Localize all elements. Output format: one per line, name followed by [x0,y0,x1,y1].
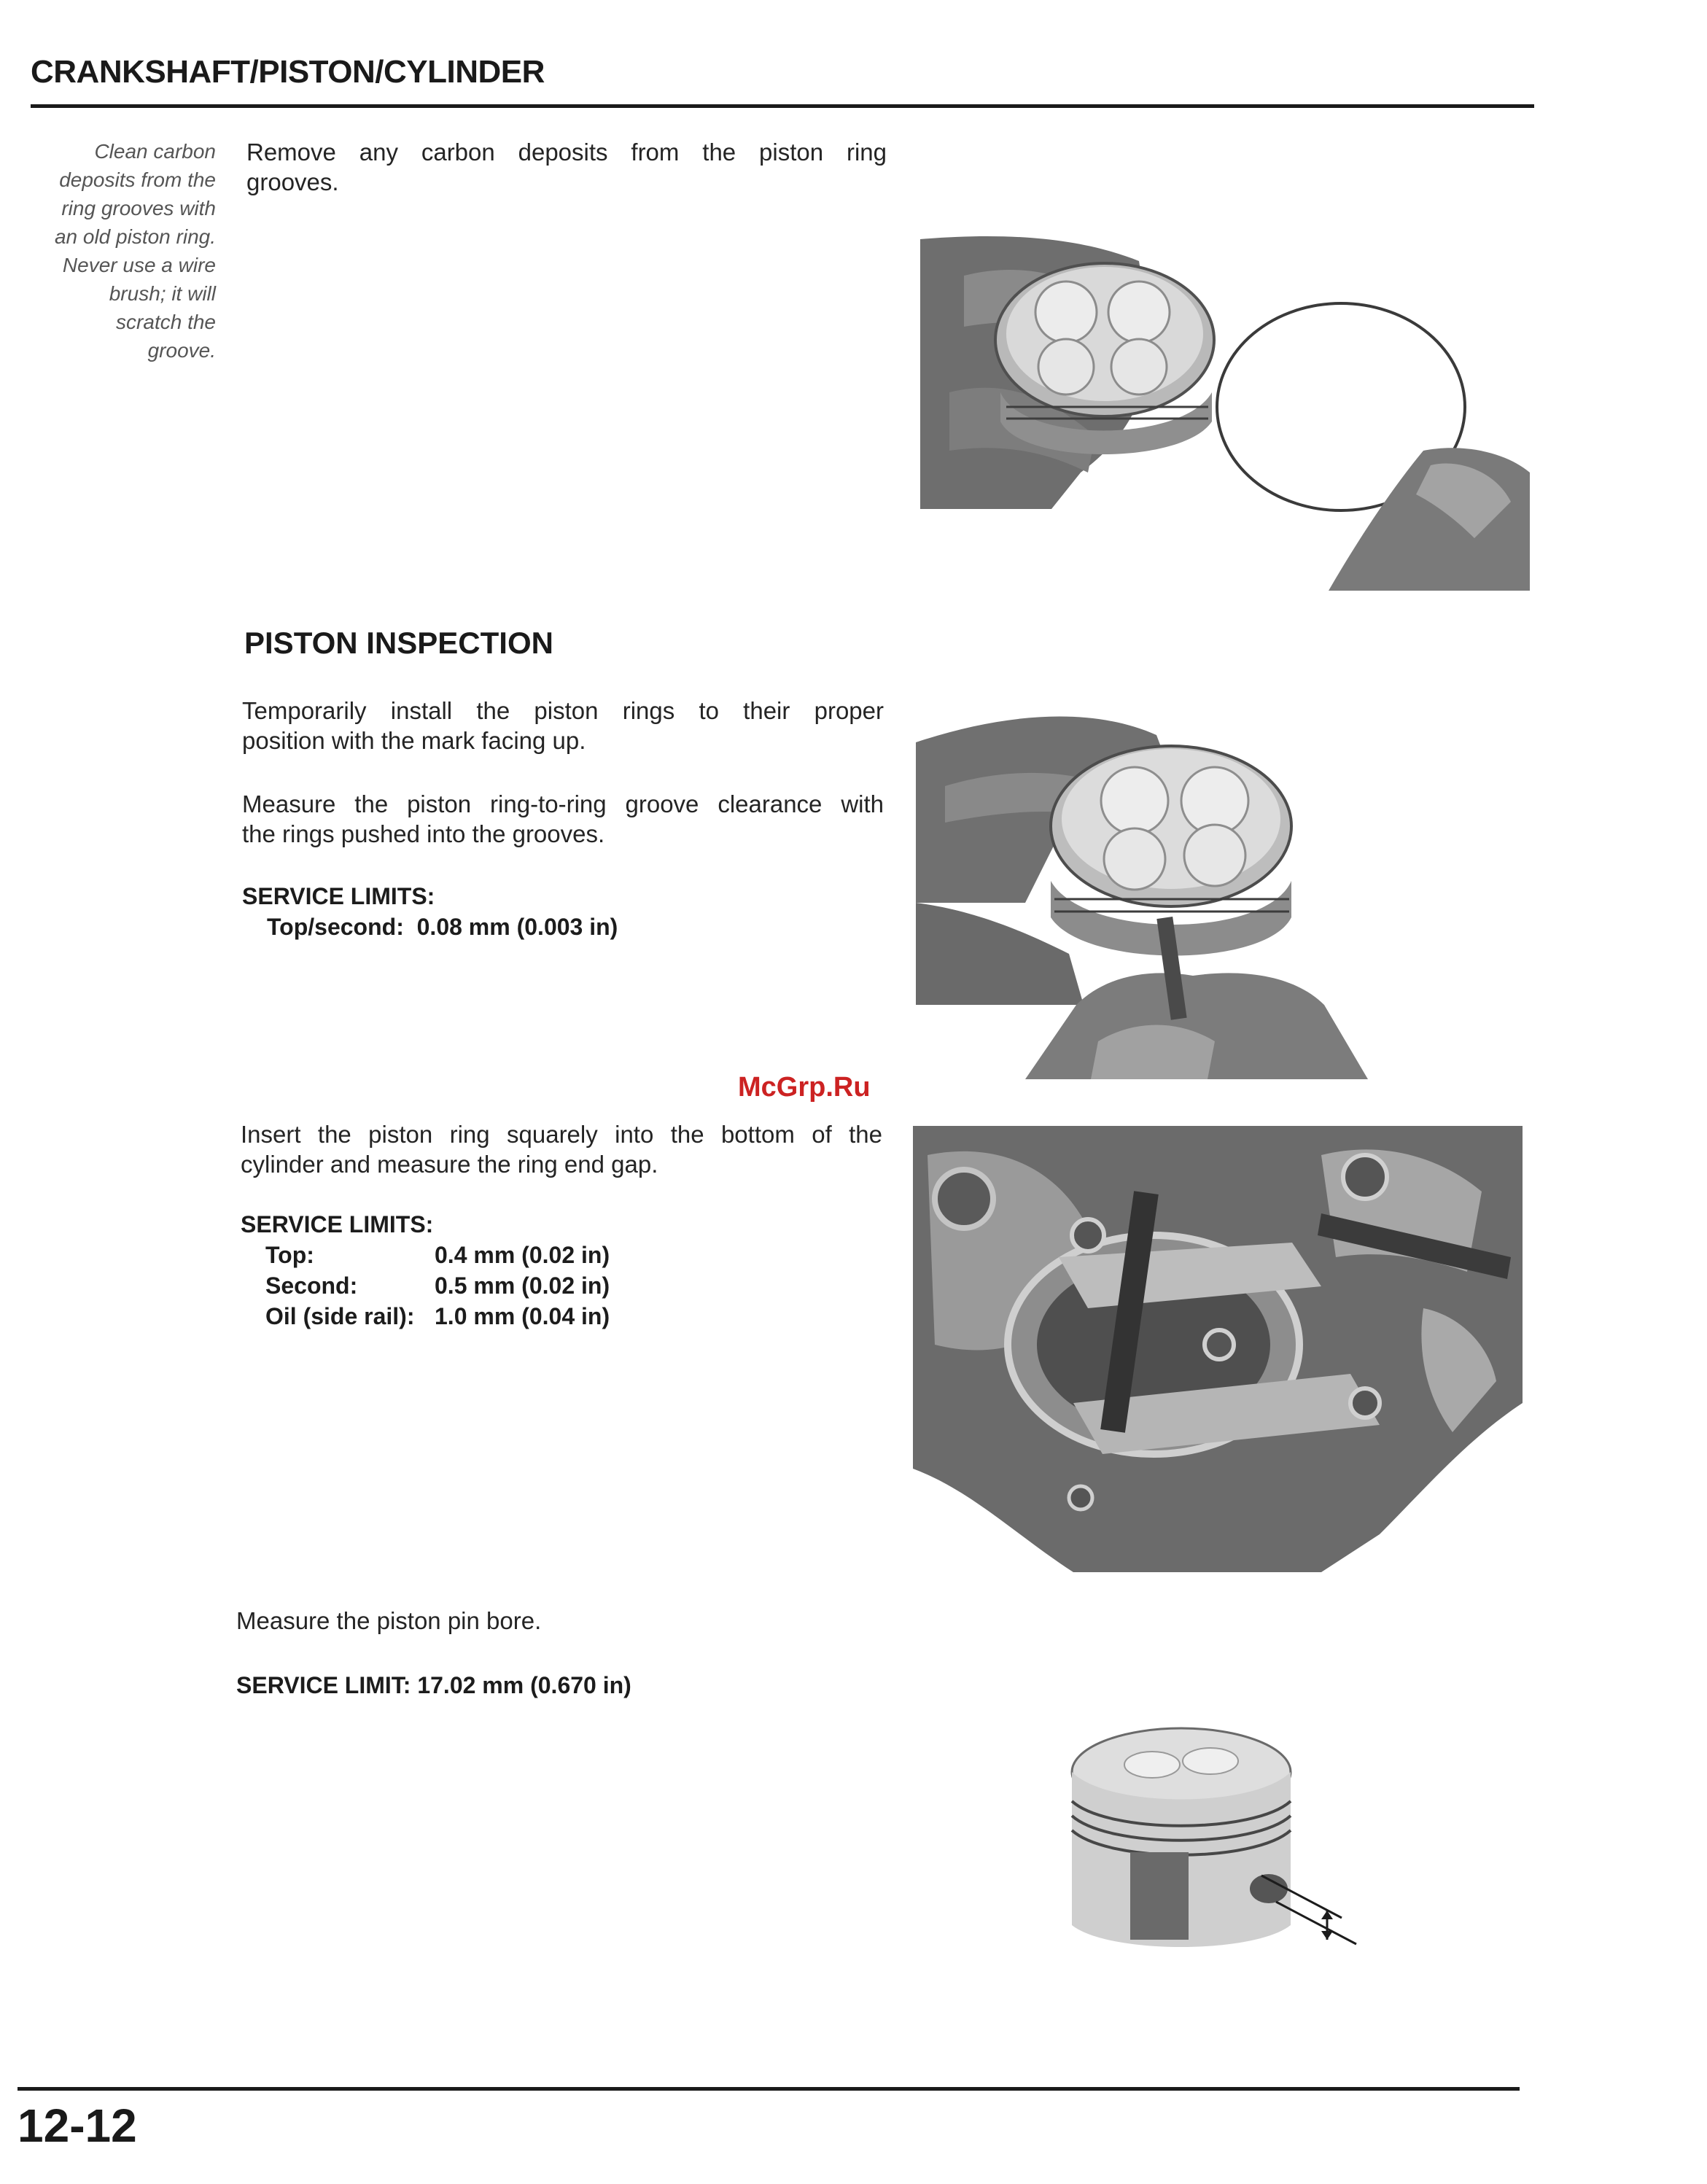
spec-label: Top: [265,1242,314,1268]
spec-value: 0.5 mm (0.02 in) [435,1272,610,1299]
spec-label: Top/second: [267,914,404,940]
side-note-line: ring grooves with [61,197,216,219]
groove-clearance-limits [242,881,618,942]
spec-row-top-second [242,912,618,942]
carbon-line: grooves. [246,168,339,195]
side-note [26,137,216,365]
page-title: CRANKSHAFT/PISTON/CYLINDER [31,54,545,90]
spec-row-oil-side-rail [241,1301,610,1332]
install-line: Temporarily install the piston rings to their proper [242,697,884,724]
install-line: position with the mark facing up. [242,727,586,754]
piston-carbon-removal-photo [920,232,1530,591]
cylinder-end-gap-photo [913,1126,1523,1572]
spec-label: Second: [265,1272,358,1299]
side-note-line: Clean carbon [94,140,216,163]
pin-bore-limit [236,1670,631,1701]
end-gap-paragraph [241,1119,882,1179]
service-limits-label: SERVICE LIMITS: [242,883,435,909]
spec-value: 0.4 mm (0.02 in) [435,1242,610,1268]
end-gap-limits [241,1209,610,1332]
pin-bore-paragraph [236,1606,541,1636]
carbon-line: Remove any carbon deposits from the piston ring [246,139,887,166]
side-note-line: deposits from the [59,168,216,191]
header-rule [31,104,1534,108]
watermark: McGrp.Ru [738,1072,871,1103]
install-paragraph [242,696,884,755]
spec-label: Oil (side rail): [265,1303,415,1329]
groove-clearance-line: the rings pushed into the grooves. [242,820,605,847]
spec-row-second [241,1270,610,1301]
side-note-line: Never use a wire [62,254,216,276]
side-note-line: an old piston ring. [54,225,216,248]
end-gap-line: Insert the piston ring squarely into the bottom of the [241,1121,882,1148]
page-number: 12-12 [18,2099,137,2152]
service-limits-label: SERVICE LIMITS: [241,1211,434,1237]
side-note-line: scratch the [116,311,216,333]
end-gap-line: cylinder and measure the ring end gap. [241,1151,658,1178]
pin-bore-text: Measure the piston pin bore. [236,1607,542,1634]
spec-row-top [241,1240,610,1270]
groove-clearance-paragraph [242,789,884,849]
groove-clearance-line: Measure the piston ring-to-ring groove clearance with [242,790,884,817]
spec-value: 0.08 mm (0.003 in) [416,914,618,940]
ring-groove-clearance-photo [916,699,1410,1079]
side-note-line: brush; it will [109,282,216,305]
footer-rule [18,2087,1520,2091]
side-note-line: groove. [147,339,216,362]
carbon-paragraph [246,137,887,197]
section-heading-piston-inspection: PISTON INSPECTION [244,626,553,660]
pin-bore-limit-text: SERVICE LIMIT: 17.02 mm (0.670 in) [236,1672,631,1698]
spec-value: 1.0 mm (0.04 in) [435,1303,610,1329]
piston-pin-bore-photo [1065,1706,1371,1969]
